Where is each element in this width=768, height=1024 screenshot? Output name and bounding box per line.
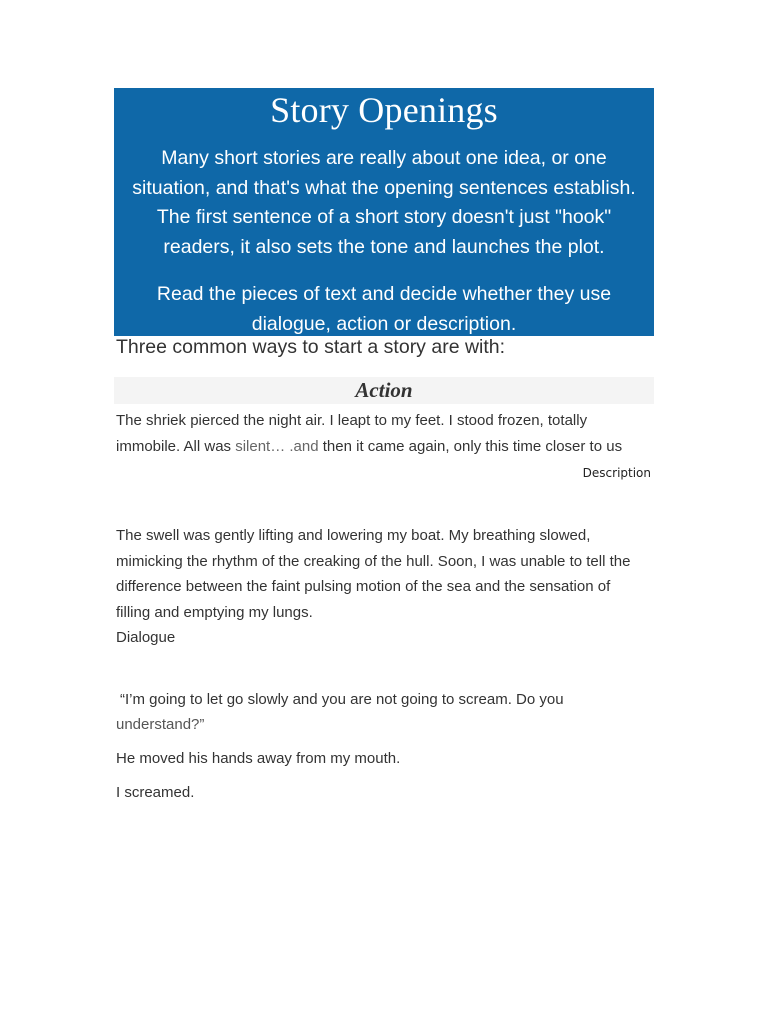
quote-line: understand?” <box>116 716 205 733</box>
description-paragraph <box>116 523 661 625</box>
description-label: Description <box>582 466 651 480</box>
banner-description-line: readers, it also sets the tone and launches the plot. <box>163 235 605 258</box>
banner-instruction-line: Read the pieces of text and decide whether they use <box>156 283 612 305</box>
description-line: difference between the faint pulsing motion of the sea and the sensation of <box>116 578 611 595</box>
banner-instruction <box>114 280 654 339</box>
dialogue-label: Dialogue <box>116 629 176 646</box>
dialogue-quote <box>116 687 636 737</box>
action-text-faded: silent… .and <box>235 437 319 455</box>
action-text: then it came again, only this time closer to us <box>318 437 623 455</box>
intro-text: Three common ways to start a story are with: <box>116 336 506 358</box>
dialogue-narration: I screamed. <box>116 784 195 801</box>
banner-instruction-line: dialogue, action or description. <box>251 312 517 335</box>
action-heading: Action <box>114 377 654 404</box>
description-line: The swell was gently lifting and lowering my boat. My breathing slowed, <box>116 527 591 544</box>
banner-title: Story Openings <box>270 90 498 130</box>
action-paragraph <box>116 408 661 459</box>
banner-description-line: The first sentence of a short story doesn't just "hook" <box>156 206 612 228</box>
description-line: mimicking the rhythm of the creaking of the hull. Soon, I was unable to tell the <box>116 552 631 570</box>
banner-description-line: situation, and that's what the opening sentences establish. <box>132 176 636 199</box>
description-line: filling and emptying my lungs. <box>116 603 313 621</box>
banner-description-line: Many short stories are really about one idea, or one <box>161 147 607 169</box>
banner-description <box>114 144 654 262</box>
dialogue-narration: He moved his hands away from my mouth. <box>116 750 401 767</box>
quote-line: “I’m going to let go slowly and you are not going to scream. Do you <box>120 691 564 708</box>
story-openings-banner <box>114 88 654 336</box>
action-line <box>116 434 661 460</box>
action-line: The shriek pierced the night air. I leapt to my feet. I stood frozen, totally <box>116 412 588 429</box>
action-text: immobile. All was <box>116 437 236 455</box>
